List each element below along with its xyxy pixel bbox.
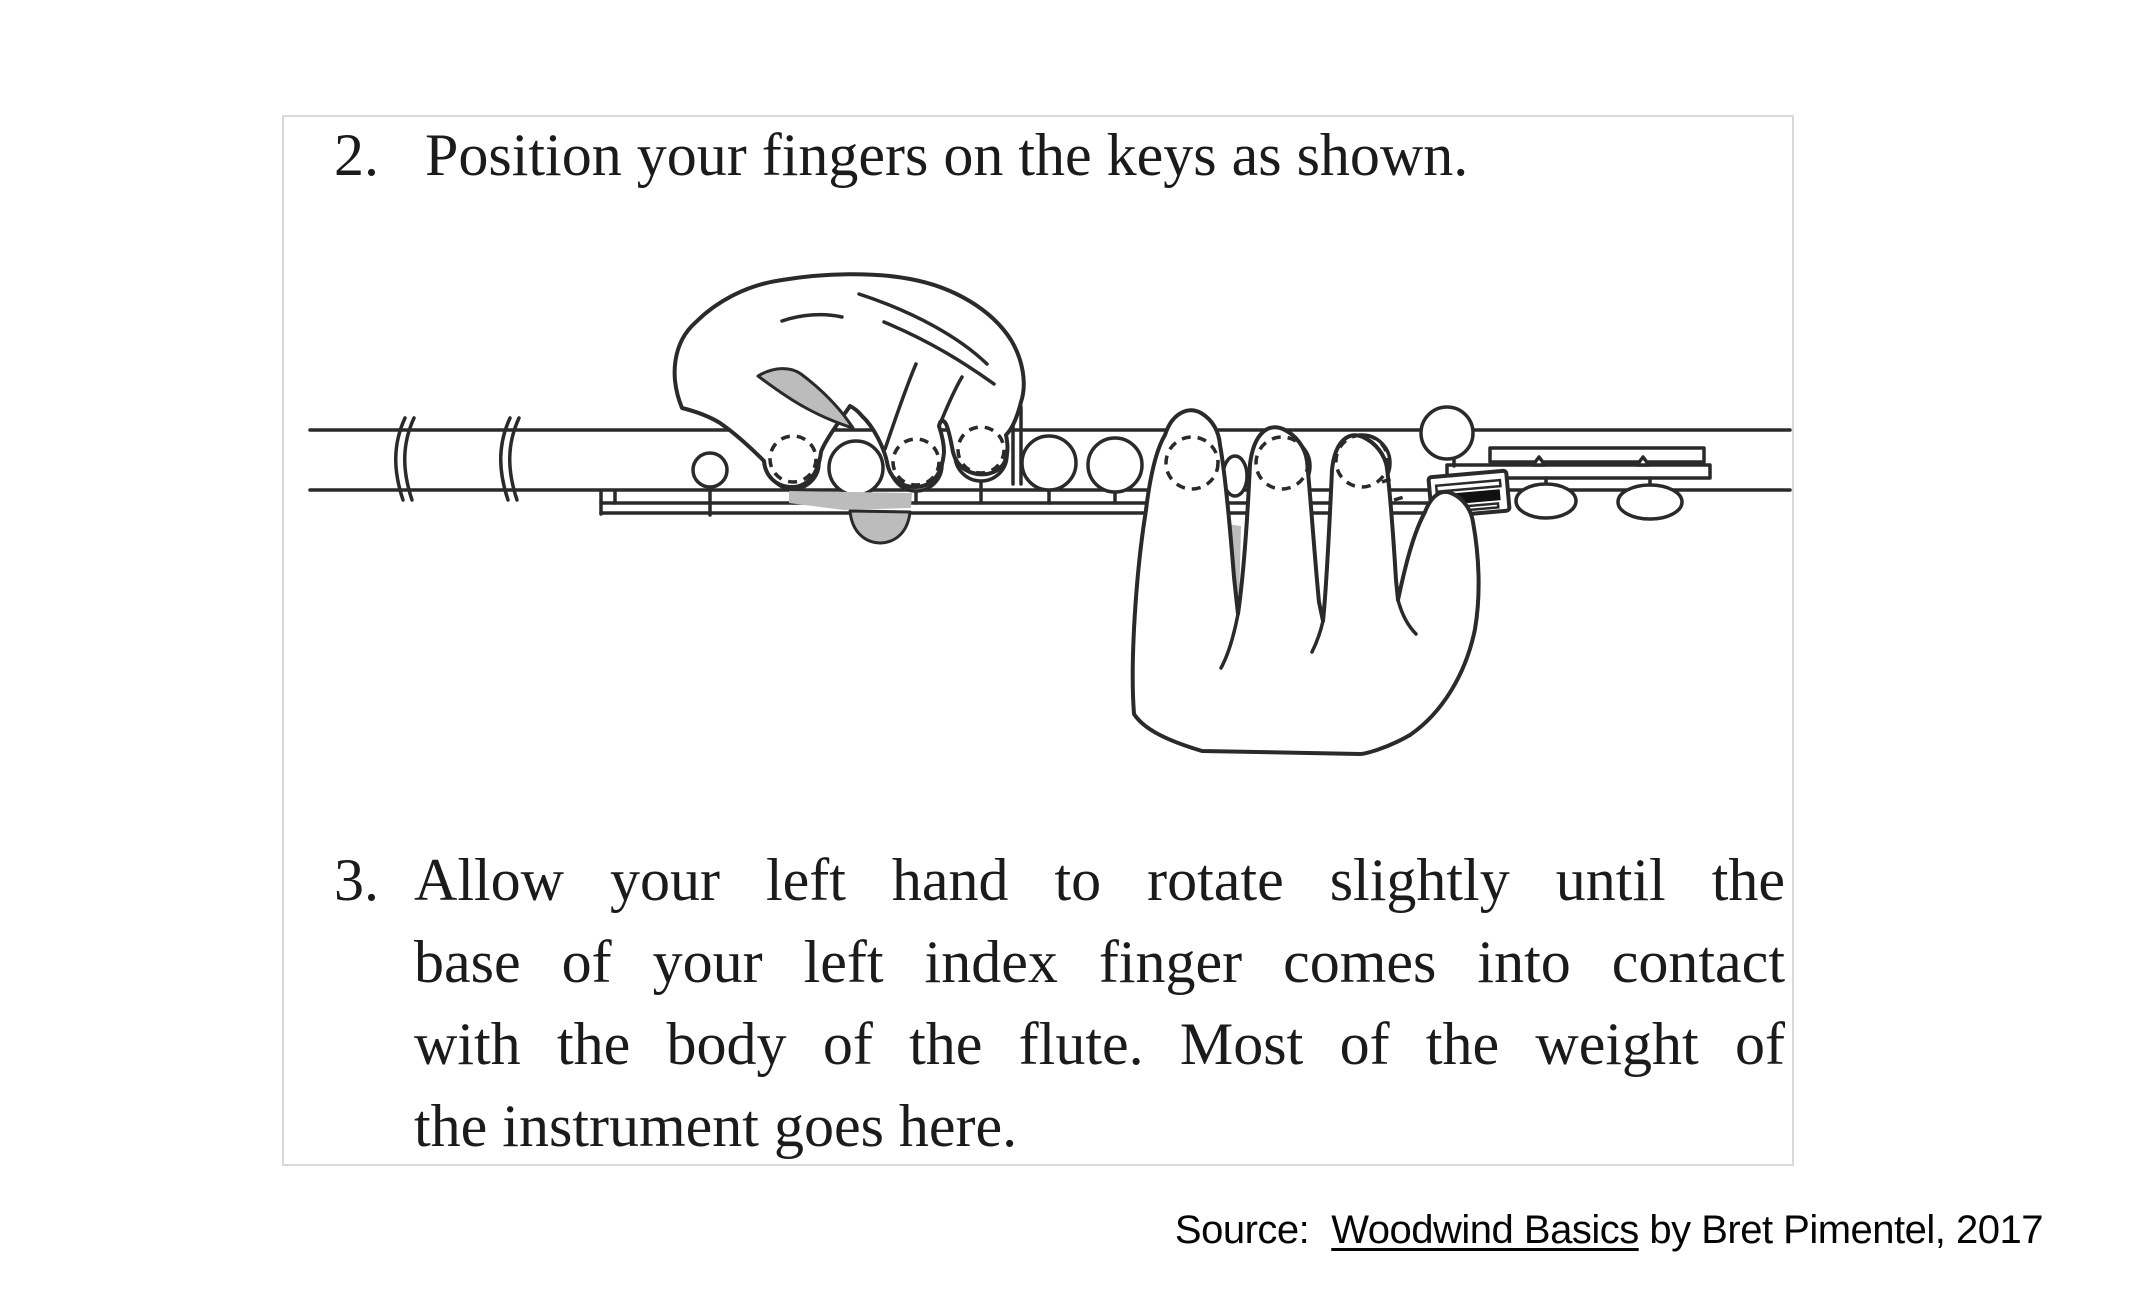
instruction-2-number: 2. bbox=[334, 122, 379, 188]
instruction-2-text: Position your fingers on the keys as shown. bbox=[425, 122, 1469, 188]
flute-key-small bbox=[693, 453, 727, 487]
footjoint-key bbox=[1618, 485, 1682, 519]
flute-key bbox=[829, 441, 883, 495]
instruction-3-line: with the body of the flute. Most of the weight of bbox=[414, 1011, 1785, 1077]
instruction-3-line: Allow your left hand to rotate slightly until the bbox=[414, 847, 1785, 913]
source-book-title: Woodwind Basics bbox=[1331, 1208, 1639, 1252]
source-label: Source: bbox=[1174, 1208, 1310, 1252]
document-panel bbox=[282, 115, 1794, 1166]
instruction-3-number: 3. bbox=[334, 847, 379, 913]
flute-key bbox=[1022, 436, 1076, 490]
source-citation bbox=[1175, 1205, 2043, 1255]
instruction-3-line: base of your left index finger comes into contact bbox=[414, 929, 1785, 995]
flute-hands-illustration bbox=[284, 272, 1796, 812]
flute-illustration-svg bbox=[284, 272, 1796, 812]
finger-shadow bbox=[789, 491, 912, 510]
flute-key bbox=[1088, 438, 1142, 492]
left-thumb-shadow bbox=[850, 511, 910, 543]
instruction-3-line: the instrument goes here. bbox=[414, 1093, 1018, 1159]
instruction-3 bbox=[284, 839, 1792, 1167]
instruction-2 bbox=[284, 119, 1792, 191]
footjoint-touch-key bbox=[1421, 407, 1473, 459]
right-hand bbox=[1133, 410, 1479, 754]
source-author-year: by Bret Pimentel, 2017 bbox=[1638, 1208, 2043, 1252]
footjoint-key bbox=[1516, 484, 1576, 518]
